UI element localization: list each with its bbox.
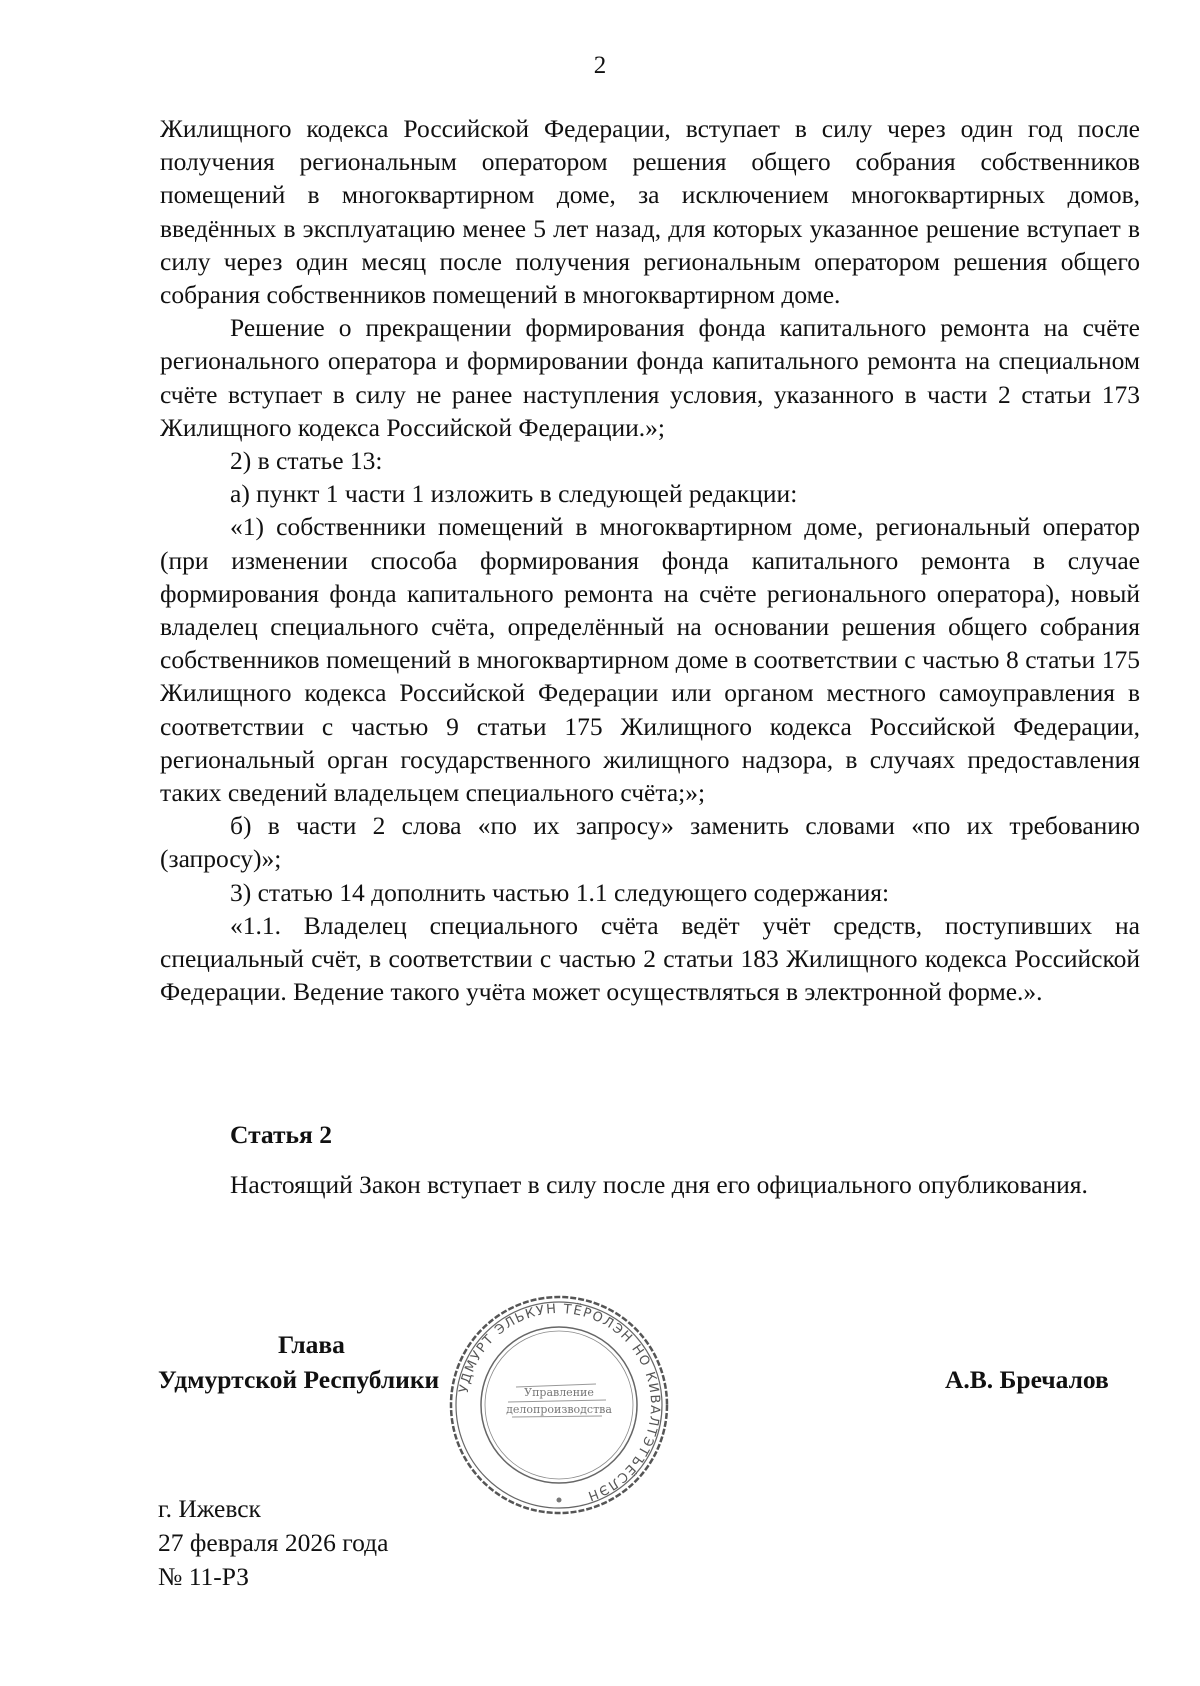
article-text: Настоящий Закон вступает в силу после дня его официального опубликования. bbox=[230, 1170, 1088, 1199]
paragraph: «1) собственники помещений в многоквартирном доме, региональный оператор (при изменении способа формирования фонда капитального ремонта в случае формирования фонда капитального ремонта на счёте регионального оператора), новый владелец специального счёта, определённый на основании решения общего собрания собственников помещений в многоквартирном доме в соответствии с частью 8 статьи 175 Жилищного кодекса Российской Федерации или органом местного самоуправления в соответствии с частью 9 статьи 175 Жилищного кодекса Российской Федерации, региональный орган государственного жилищного надзора, в случаях предоставления таких сведений владельцем специального счёта;»; bbox=[160, 512, 1140, 808]
paragraph: Решение о прекращении формирования фонда капитального ремонта на счёте регионального оператора и формировании фонда капитального ремонта на специальном счёте вступает в силу не ранее наступления условия, указанного в части 2 статьи 173 Жилищного кодекса Российской Федерации.»; bbox=[160, 313, 1140, 442]
official-seal-icon bbox=[446, 1292, 672, 1518]
article-heading: Статья 2 bbox=[230, 1120, 332, 1149]
paragraph: б) в части 2 слова «по их запросу» заменить словами «по их требованию (запросу)»; bbox=[160, 811, 1140, 874]
paragraph: а) пункт 1 части 1 изложить в следующей редакции: bbox=[230, 479, 798, 509]
signer-name: А.В. Бречалов bbox=[945, 1365, 1109, 1394]
place-of-signing: г. Ижевск bbox=[158, 1494, 261, 1523]
paragraph: 3) статью 14 дополнить частью 1.1 следующего содержания: bbox=[230, 877, 890, 907]
signer-title: Глава bbox=[278, 1330, 345, 1359]
paragraph: «1.1. Владелец специального счёта ведёт учёт средств, поступивших на специальный счёт, в соответствии с частью 2 статьи 183 Жилищного кодекса Российской Федерации. Ведение такого учёта может осуществляться в электронной форме.». bbox=[160, 910, 1140, 1007]
law-number: № 11-РЗ bbox=[158, 1562, 250, 1591]
paragraph: Жилищного кодекса Российской Федерации, вступает в силу через один год после получения региональным оператором решения общего собрания собственников помещений в многоквартирном доме, за исключением многоквартирных домов, введённых в эксплуатацию менее 5 лет назад, для которых указанное решение вступает в силу через один месяц после получения региональным оператором решения общего собрания собственников помещений в многоквартирном доме. bbox=[160, 114, 1140, 310]
paragraph: 2) в статье 13: bbox=[230, 446, 383, 476]
page-number: 2 bbox=[593, 52, 607, 79]
svg-text:УДМУРТ ЭЛЬКУН ТЁРОЛЭН НО КИВАЛ: УДМУРТ ЭЛЬКУН ТЁРОЛЭН НО КИВАЛТЭТЪЁСЛЭН bbox=[456, 1301, 663, 1504]
svg-text:делопроизводства: делопроизводства bbox=[506, 1403, 612, 1416]
svg-text:Управление: Управление bbox=[524, 1386, 594, 1399]
signing-date: 27 февраля 2026 года bbox=[158, 1528, 389, 1557]
signer-title-region: Удмуртской Республики bbox=[158, 1365, 440, 1394]
document-body bbox=[160, 112, 1140, 1008]
